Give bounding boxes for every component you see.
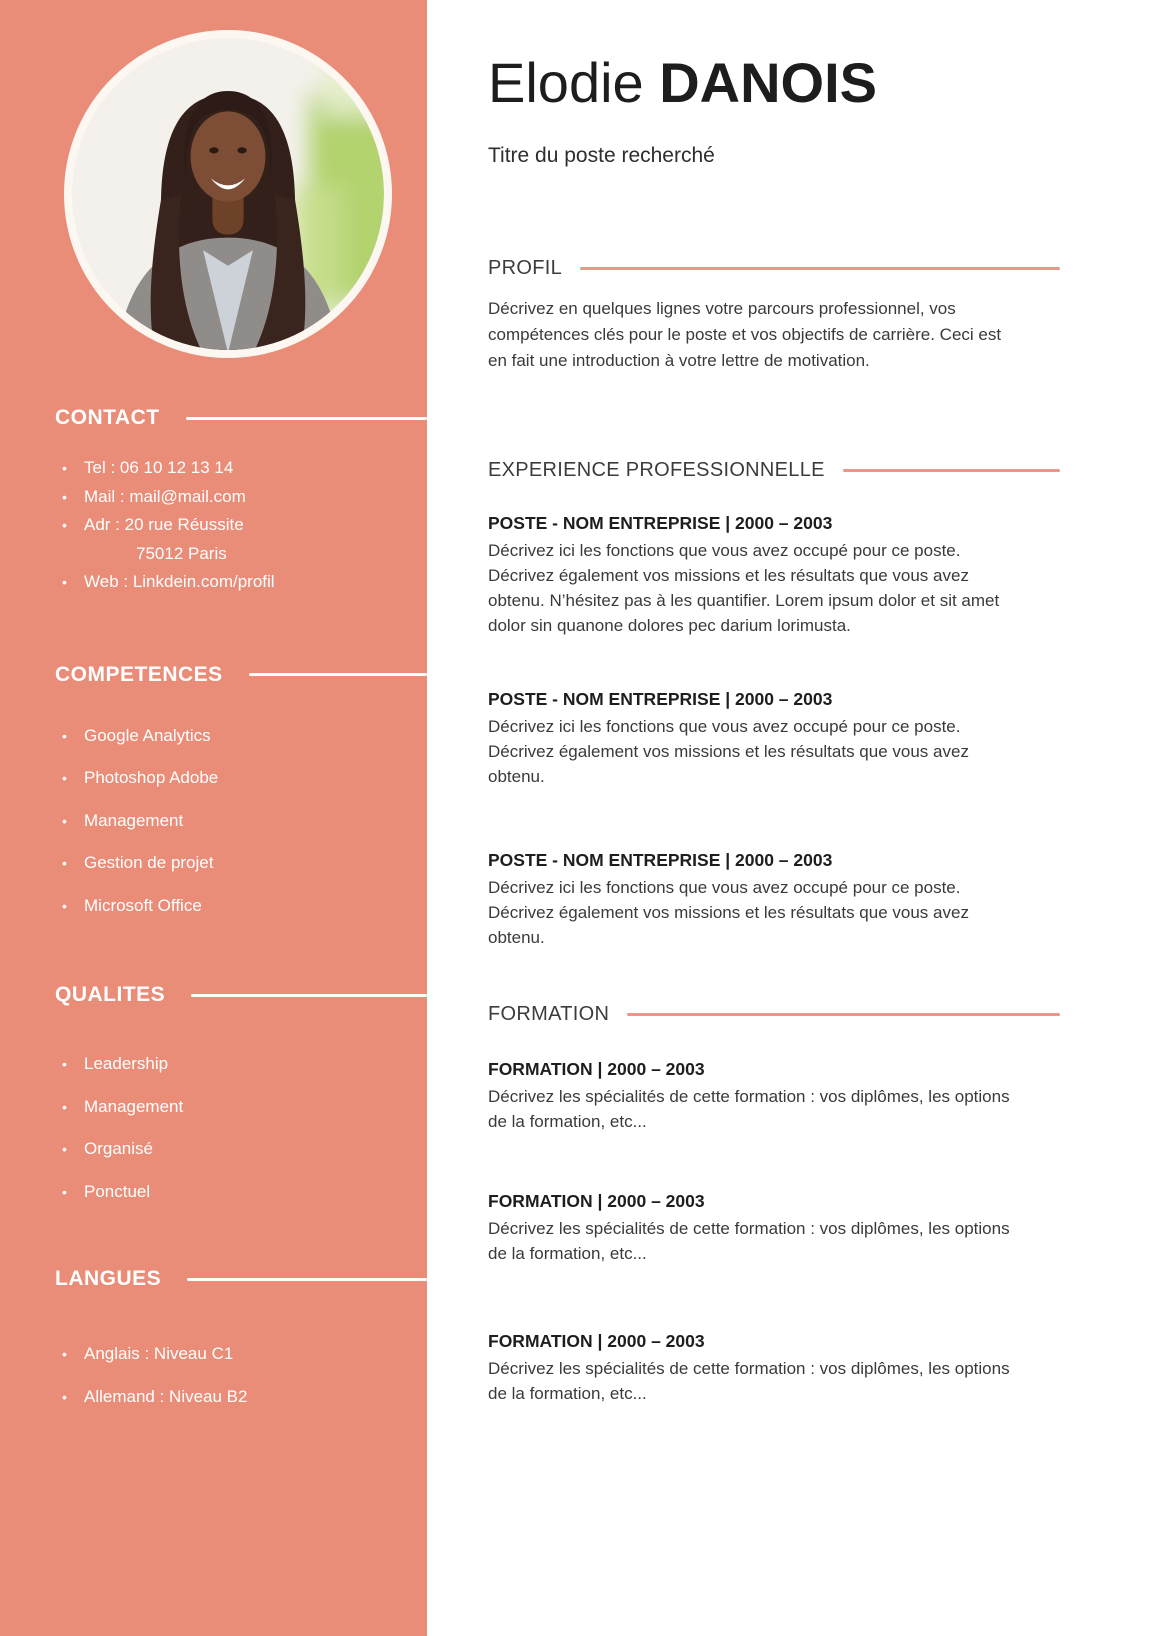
bullet-icon: • [62,1056,67,1072]
bullet-icon: • [62,1183,67,1200]
job-title: Titre du poste recherché [488,144,715,167]
experience-entry [488,688,1060,789]
formation-entry [488,1058,1060,1134]
formation-entry-title: FORMATION | 2000 – 2003 [488,1191,705,1211]
contact-title: CONTACT [55,406,160,429]
langues-title: LANGUES [55,1267,162,1290]
langue-item: Allemand : Niveau B2 [84,1386,248,1406]
list-item [55,842,427,885]
experience-section [488,458,1060,950]
qualites-heading [55,983,427,1007]
list-item [55,1376,427,1419]
heading-rule [191,994,427,997]
list-item [55,715,427,758]
bullet-icon: • [62,460,67,476]
bullet-icon: • [62,897,67,914]
sidebar [0,0,427,1636]
competence-item: Gestion de projet [84,853,214,872]
profil-section [488,256,1060,374]
competence-item: Microsoft Office [84,895,202,915]
heading-rule [249,673,427,676]
formation-entry [488,1330,1060,1406]
list-item [55,454,427,483]
competences-list [55,715,427,928]
contact-phone: Tel : 06 10 12 13 14 [84,458,234,477]
formation-entry-text: Décrivez les spécialités de cette formation : vos diplômes, les options de la formation, etc... [488,1359,1010,1403]
bullet-icon: • [62,812,67,829]
main-content [488,0,1060,1406]
profil-title: PROFIL [488,257,563,279]
list-item [55,1086,427,1129]
formation-title: FORMATION [488,1003,610,1025]
list-item [55,1043,427,1086]
list-item [55,1333,427,1376]
competences-title: COMPETENCES [55,662,223,686]
experience-entry-title: POSTE - NOM ENTREPRISE | 2000 – 2003 [488,850,833,870]
list-item [55,540,427,569]
experience-entry-text: Décrivez ici les fonctions que vous avez occupé pour ce poste. Décrivez également vos missions et les résultats que vous avez obtenu. [488,878,969,947]
qualite-item: Leadership [84,1054,169,1073]
langues-heading [55,1267,427,1291]
list-item [55,800,427,843]
heading-rule [580,267,1060,270]
last-name: DANOIS [659,51,878,114]
bullet-icon: • [62,855,67,871]
bullet-icon: • [62,1141,67,1157]
experience-heading [488,458,1060,482]
profil-heading [488,256,1060,280]
formation-entry-text: Décrivez les spécialités de cette formation : vos diplômes, les options de la formation, etc... [488,1219,1010,1263]
formation-section [488,1002,1060,1406]
experience-entry [488,849,1060,950]
first-name: Elodie [488,51,644,114]
list-item [55,568,427,597]
list-item [55,757,427,800]
contact-list [55,454,427,597]
langue-item: Anglais : Niveau C1 [84,1344,234,1363]
competences-section [55,663,427,928]
list-item [55,511,427,540]
woman-portrait-illustration [72,38,384,350]
qualite-item: Organisé [84,1139,153,1158]
bullet-icon: • [62,488,67,505]
heading-rule [627,1013,1060,1016]
list-item [55,1171,427,1214]
qualite-item: Management [84,1096,184,1116]
bullet-icon: • [62,574,67,590]
bullet-icon: • [62,1098,67,1115]
contact-address: Adr : 20 rue Réussite [84,515,244,534]
list-item [55,483,427,512]
experience-entry-text: Décrivez ici les fonctions que vous avez occupé pour ce poste. Décrivez également vos missions et les résultats que vous avez obtenu. [488,717,969,786]
page-title [488,52,1060,114]
heading-rule [843,469,1060,472]
bullet-icon: • [62,1388,67,1405]
formation-entry-text: Décrivez les spécialités de cette formation : vos diplômes, les options de la formation, etc... [488,1087,1010,1131]
experience-entry-title: POSTE - NOM ENTREPRISE | 2000 – 2003 [488,689,833,709]
contact-heading [55,406,427,430]
langues-section [55,1267,427,1418]
experience-entry [488,512,1060,638]
formation-entry-title: FORMATION | 2000 – 2003 [488,1331,705,1351]
qualites-list [55,1043,427,1213]
qualites-section [55,983,427,1213]
formation-entry [488,1190,1060,1266]
bullet-icon: • [62,1346,67,1362]
experience-entry-title: POSTE - NOM ENTREPRISE | 2000 – 2003 [488,513,833,533]
competence-item: Google Analytics [84,725,211,745]
bullet-icon: • [62,517,67,533]
competence-item: Photoshop Adobe [84,768,219,787]
contact-email: Mail : mail@mail.com [84,486,246,506]
profile-photo [64,30,392,358]
experience-title: EXPERIENCE PROFESSIONNELLE [488,459,825,481]
list-item [55,885,427,928]
formation-heading [488,1002,1060,1026]
competence-item: Management [84,810,184,830]
bullet-icon: • [62,727,67,744]
contact-section [55,406,427,597]
contact-address-line2: 75012 Paris [136,543,227,563]
competences-heading [55,663,427,687]
heading-rule [186,417,427,420]
experience-entry-text: Décrivez ici les fonctions que vous avez occupé pour ce poste. Décrivez également vos missions et les résultats que vous avez obtenu. N’hésitez pas à les quantifier. Lorem ipsum dolor et sit amet dolor sin quanone dolores pec darium lorimusta. [488,541,1000,635]
profil-text: Décrivez en quelques lignes votre parcours professionnel, vos compétences clés pour le poste et vos objectifs de carrière. Ceci est en fait une introduction à votre lettre de motivation. [488,299,1002,370]
contact-web: Web : Linkdein.com/profil [84,572,275,591]
qualite-item: Ponctuel [84,1181,151,1201]
formation-entry-title: FORMATION | 2000 – 2003 [488,1059,705,1079]
langues-list [55,1333,427,1418]
qualites-title: QUALITES [55,983,166,1006]
list-item [55,1128,427,1171]
bullet-icon: • [62,770,67,786]
heading-rule [187,1278,427,1281]
